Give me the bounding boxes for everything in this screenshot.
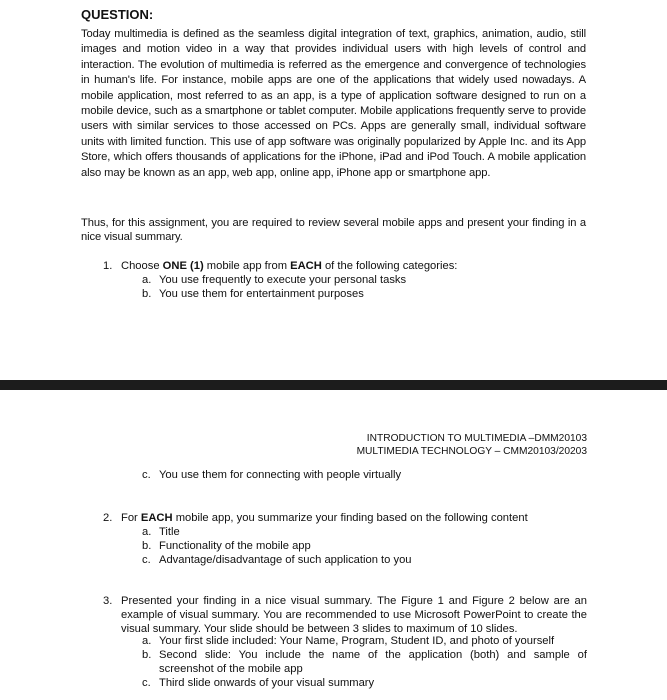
item-2-number: 2. xyxy=(103,512,113,524)
item-1b-text: You use them for entertainment purposes xyxy=(159,288,364,300)
item-1b-letter: b. xyxy=(142,288,152,300)
item-3c-letter: c. xyxy=(142,677,151,689)
item-2c-letter: c. xyxy=(142,554,151,566)
document-page-2 xyxy=(0,390,667,700)
item-1-number: 1. xyxy=(103,260,113,272)
item-3b-letter: b. xyxy=(142,649,152,661)
item-2-text: For EACH mobile app, you summarize your finding based on the following content xyxy=(121,512,528,524)
item-2c-text: Advantage/disadvantage of such application to you xyxy=(159,554,412,566)
item-1c-text: You use them for connecting with people virtually xyxy=(159,469,402,481)
task-paragraph: Thus, for this assignment, you are required to review several mobile apps and present your finding in a nice visual summary. xyxy=(81,217,586,243)
item-2a-text: Title xyxy=(159,526,180,538)
header-course-1: INTRODUCTION TO MULTIMEDIA –DMM20103 xyxy=(366,433,587,444)
item-1a-text: You use frequently to execute your personal tasks xyxy=(159,274,407,286)
intro-paragraph: Today multimedia is defined as the seamless digital integration of text, graphics, animation, audio, still images and motion video in a way that provides individual users with high levels of control and interaction. The evolution of multimedia is referred as the emergence and convergence of technologies in human's life. For instance, mobile apps are one of the applications that widely used nowadays. A mobile application, most referred to as an app, is a type of application software designed to run on a mobile device, such as a smartphone or tablet computer. Mobile applications frequently serve to provide users with similar services to those accessed on PCs. Apps are generally small, individual software units with limited function. This use of app software was originally popularized by Apple Inc. and its App Store, which offers thousands of applications for the iPhone, iPad and iPod Touch. A mobile application also may be known as an app, web app, online app, iPhone app or smartphone app. xyxy=(81,28,586,179)
item-3-text: Presented your finding in a nice visual summary. The Figure 1 and Figure 2 below are an example of visual summary. You are recommended to use Microsoft PowerPoint to create the visual summary. Your slide should be between 3 slides to maximum of 10 slides. xyxy=(121,595,587,635)
item-2b-letter: b. xyxy=(142,540,152,552)
item-3a-text: Your first slide included: Your Name, Program, Student ID, and photo of yourself xyxy=(159,635,555,647)
item-2a-letter: a. xyxy=(142,526,152,538)
item-3c-text: Third slide onwards of your visual summary xyxy=(159,677,375,689)
item-3b-text: Second slide: You include the name of the application (both) and sample of screenshot of the mobile app xyxy=(159,649,587,675)
item-1-text: Choose ONE (1) mobile app from EACH of the following categories: xyxy=(121,260,458,272)
header-course-2: MULTIMEDIA TECHNOLOGY – CMM20103/20203 xyxy=(356,446,587,457)
item-3a-letter: a. xyxy=(142,635,152,647)
question-heading: QUESTION: xyxy=(81,7,154,22)
item-3-number: 3. xyxy=(103,595,113,607)
item-1a-letter: a. xyxy=(142,274,152,286)
item-2b-text: Functionality of the mobile app xyxy=(159,540,311,552)
item-1c-letter: c. xyxy=(142,469,151,481)
page-separator xyxy=(0,380,667,390)
